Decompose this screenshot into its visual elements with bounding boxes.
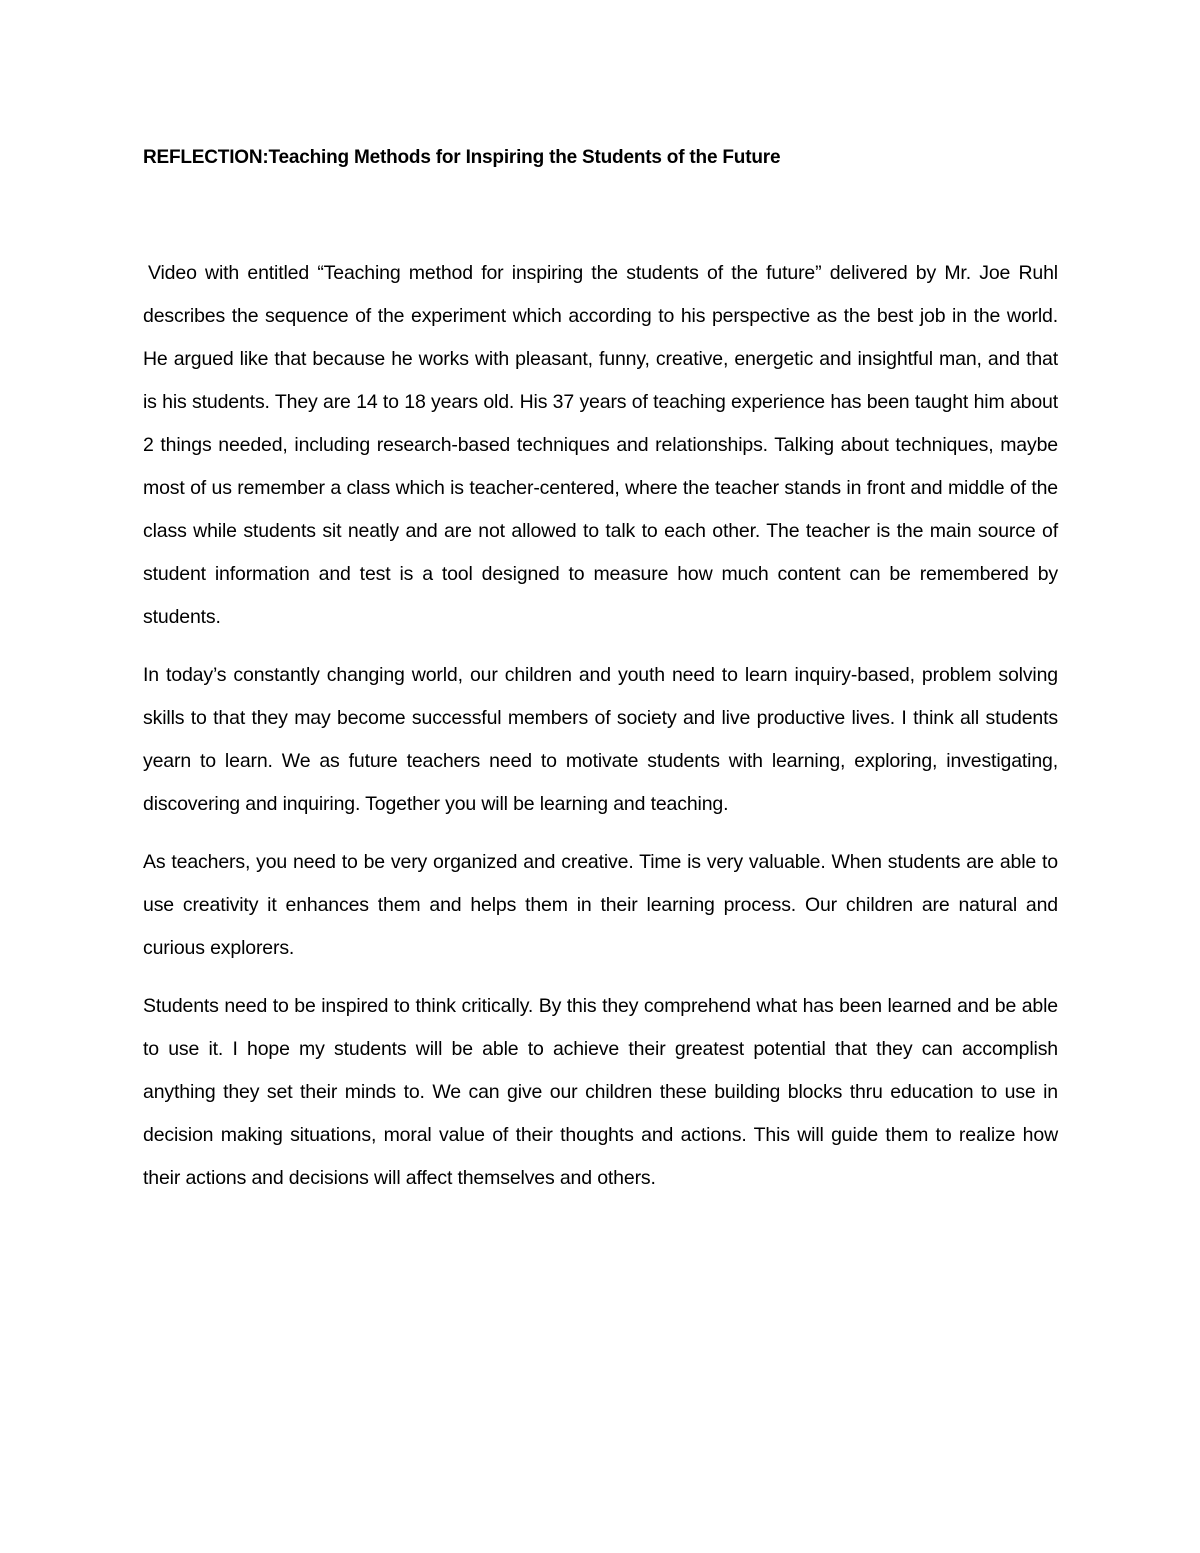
paragraph-1: Video with entitled “Teaching method for inspiring the students of the future” delivered by Mr. Joe Ruhl describes the sequence of the experiment which according to his perspective as the best job in the world. He argued like that because he works with pleasant, funny, creative, energetic and insightful man, and that is his students. They are 14 to 18 years old. His 37 years of teaching experience has been taught him about 2 things needed, including research-based techniques and relationships. Talking about techniques, maybe most of us remember a class which is teacher-centered, where the teacher stands in front and middle of the class while students sit neatly and are not allowed to talk to each other. The teacher is the main source of student information and test is a tool designed to measure how much content can be remembered by students. bbox=[143, 262, 1058, 628]
document-title: REFLECTION:Teaching Methods for Inspiring the Students of the Future bbox=[143, 147, 781, 168]
paragraph-2: In today’s constantly changing world, our children and youth need to learn inquiry-based, problem solving skills to that they may become successful members of society and live productive lives. I think all students yearn to learn. We as future teachers need to motivate students with learning, exploring, investigating, discovering and inquiring. Together you will be learning and teaching. bbox=[143, 664, 1058, 815]
document-body bbox=[143, 252, 1058, 1215]
paragraph-4: Students need to be inspired to think critically. By this they comprehend what has been learned and be able to use it. I hope my students will be able to achieve their greatest potential that they can accomplish anything they set their minds to. We can give our children these building blocks thru education to use in decision making situations, moral value of their thoughts and actions. This will guide them to realize how their actions and decisions will affect themselves and others. bbox=[143, 995, 1058, 1189]
paragraph-3: As teachers, you need to be very organized and creative. Time is very valuable. When students are able to use creativity it enhances them and helps them in their learning process. Our children are natural and curious explorers. bbox=[143, 851, 1058, 959]
